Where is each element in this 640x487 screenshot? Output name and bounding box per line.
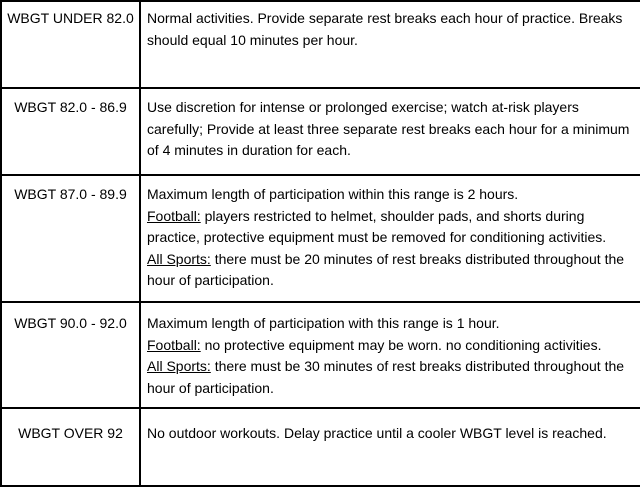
guideline-text: Maximum length of participation with this range is 1 hour. <box>147 315 500 331</box>
guideline-text: Maximum length of participation within this range is 2 hours. <box>147 186 519 202</box>
guideline-all-sports <box>147 249 637 292</box>
football-label: Football: <box>147 207 201 224</box>
wbgt-range-cell: WBGT 90.0 - 92.0 <box>1 302 140 408</box>
wbgt-range-cell: WBGT 82.0 - 86.9 <box>1 88 140 175</box>
football-label: Football: <box>147 336 201 353</box>
guideline-text: no protective equipment may be worn. no conditioning activities. <box>200 336 602 353</box>
guideline-all-sports <box>147 356 637 399</box>
table-row <box>1 88 640 175</box>
table-row <box>1 175 640 302</box>
table-row <box>1 408 640 486</box>
guideline-cell <box>140 302 640 408</box>
wbgt-range-cell: WBGT OVER 92 <box>1 408 140 486</box>
wbgt-range-cell: WBGT UNDER 82.0 <box>1 1 140 88</box>
guideline-text: there must be 20 minutes of rest breaks distributed throughout the hour of participation. <box>147 250 625 288</box>
guideline-football <box>147 335 637 357</box>
guideline-cell <box>140 175 640 302</box>
wbgt-range-cell: WBGT 87.0 - 89.9 <box>1 175 140 302</box>
guideline-text: there must be 30 minutes of rest breaks distributed throughout the hour of participation. <box>147 358 625 396</box>
guideline-text: Normal activities. Provide separate rest breaks each hour of practice. Breaks should equal 10 minutes per hour. <box>147 10 623 48</box>
guideline-cell <box>140 1 640 88</box>
guideline-cell <box>140 408 640 486</box>
all-sports-label: All Sports: <box>147 358 211 374</box>
guideline-text: No outdoor workouts. Delay practice until a cooler WBGT level is reached. <box>147 425 607 441</box>
table-row <box>1 1 640 88</box>
guideline-football <box>147 206 637 249</box>
all-sports-label: All Sports: <box>147 250 211 267</box>
table-row <box>1 302 640 408</box>
guideline-text: players restricted to helmet, shoulder pads, and shorts during practice, protective equipment must be removed for conditioning activities. <box>147 207 607 245</box>
guideline-text: Use discretion for intense or prolonged exercise; watch at-risk players carefully; Provide at least three separate rest breaks each hour for a minimum of 4 minutes in duration for each. <box>147 99 630 158</box>
guideline-cell <box>140 88 640 175</box>
